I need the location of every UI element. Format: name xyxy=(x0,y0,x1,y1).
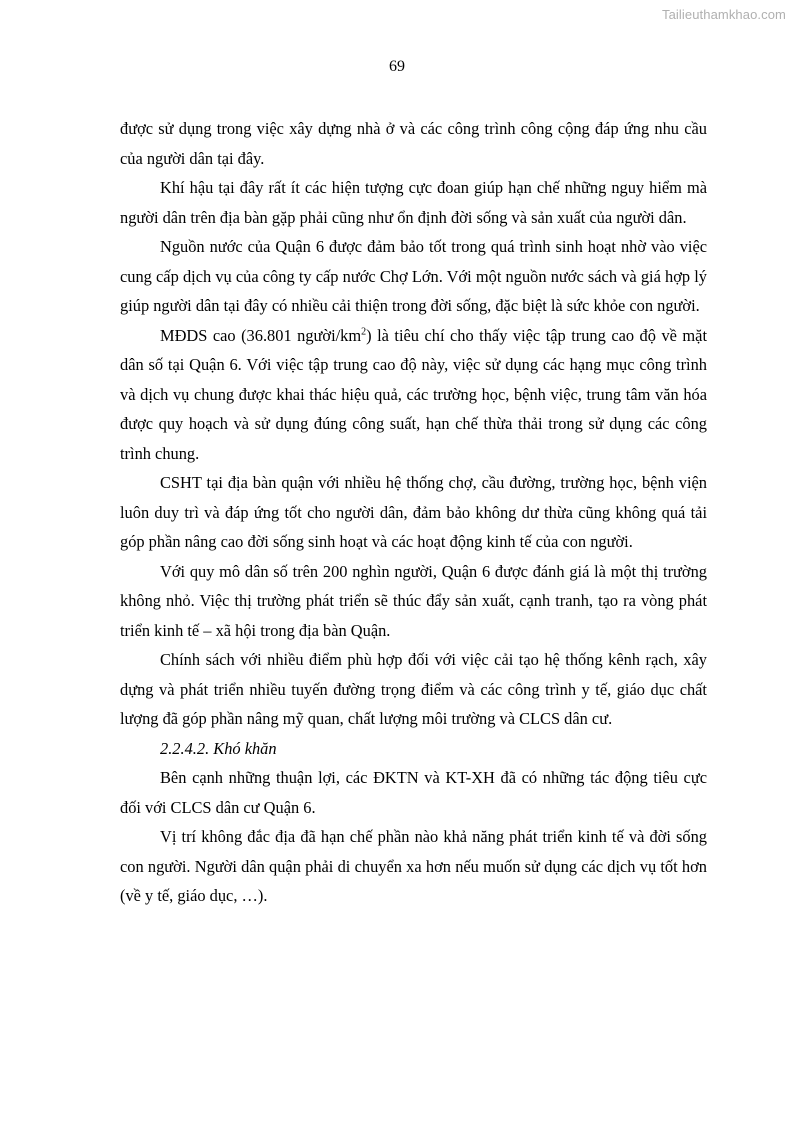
page-number: 69 xyxy=(389,58,405,75)
paragraph-3: Nguồn nước của Quận 6 được đảm bảo tốt trong quá trình sinh hoạt nhờ vào việc cung cấp dịch vụ của công ty cấp nước Chợ Lớn. Với một nguồn nước sách và giá hợp lý giúp người dân tại đây có nhiều cải thiện trong đời sống, đặc biệt là sức khỏe con người. xyxy=(120,237,707,315)
document-body xyxy=(120,114,707,911)
paragraph-1: được sử dụng trong việc xây dựng nhà ở và các công trình công cộng đáp ứng nhu cầu của người dân tại đây. xyxy=(120,119,707,168)
superscript: 2 xyxy=(361,326,367,338)
paragraph-6: Với quy mô dân số trên 200 nghìn người, Quận 6 được đánh giá là một thị trường không nhỏ. Việc thị trường phát triển sẽ thúc đẩy sản xuất, cạnh tranh, tạo ra vòng phát triển kinh tế – xã hội trong địa bàn Quận. xyxy=(120,561,707,640)
paragraph-2: Khí hậu tại đây rất ít các hiện tượng cực đoan giúp hạn chế những nguy hiểm mà người dân trên địa bàn gặp phải cũng như ổn định đời sống và sản xuất của người dân. xyxy=(120,178,707,227)
watermark: Tailieuthamkhao.com xyxy=(661,7,786,22)
paragraph-4 xyxy=(120,321,707,469)
paragraph-8: Bên cạnh những thuận lợi, các ĐKTN và KT-XH đã có những tác động tiêu cực đối với CLCS dân cư Quận 6. xyxy=(120,768,707,817)
paragraph-4-text-end: ) là tiêu chí cho thấy việc tập trung cao độ về mặt dân số tại Quận 6. Với việc tập trung cao độ này, việc sử dụng các hạng mục công trình và dịch vụ chung được khai thác hiệu quả, các trường học, bệnh việc, trung tâm văn hóa được quy hoạch và sử dụng đúng công suất, hạn chế thừa thải trong sử dụng các công trình chung. xyxy=(120,325,707,463)
paragraph-7: Chính sách với nhiều điểm phù hợp đối với việc cải tạo hệ thống kênh rạch, xây dựng và phát triển nhiều tuyến đường trọng điểm và các công trình y tế, giáo dục chất lượng đã góp phần nâng mỹ quan, chất lượng môi trường và CLCS dân cư. xyxy=(120,650,707,728)
paragraph-9: Vị trí không đắc địa đã hạn chế phần nào khả năng phát triển kinh tế và đời sống con người. Người dân quận phải di chuyển xa hơn nếu muốn sử dụng các dịch vụ tốt hơn (về y tế, giáo dục, …). xyxy=(120,827,707,905)
paragraph-5: CSHT tại địa bàn quận với nhiều hệ thống chợ, cầu đường, trường học, bệnh viện luôn duy trì và đáp ứng tốt cho người dân, đảm bảo không dư thừa cũng không quá tải góp phần nâng cao đời sống sinh hoạt và các hoạt động kinh tế của con người. xyxy=(120,473,707,551)
section-heading: 2.2.4.2. Khó khăn xyxy=(160,738,277,758)
paragraph-4-text-start: MĐDS cao (36.801 người/km xyxy=(160,325,362,345)
